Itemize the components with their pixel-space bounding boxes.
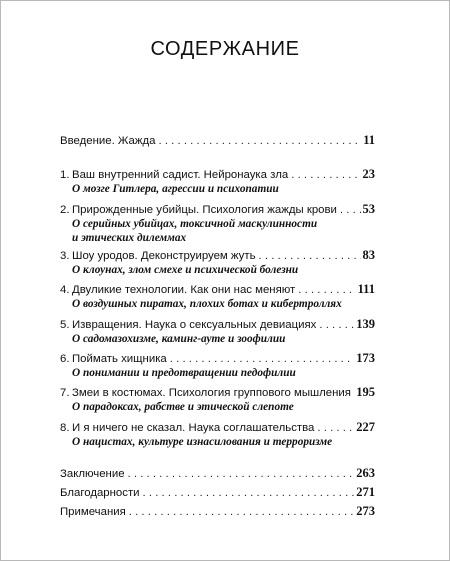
- page-number: 53: [362, 202, 375, 216]
- entry-title: Заключение: [60, 468, 125, 480]
- page-number: 263: [356, 466, 375, 480]
- chapter-number: 5.: [60, 319, 70, 331]
- chapter-number: 3.: [60, 250, 70, 262]
- toc-chapter-6: [60, 351, 375, 380]
- entry-title: Ваш внутренний садист. Нейронаука зла: [72, 169, 289, 181]
- chapter-subtitle: О клоунах, злом смехе и психической болезни: [72, 264, 299, 276]
- toc-end-matter: [60, 466, 375, 519]
- dot-leader: [159, 134, 362, 148]
- page-number: 23: [362, 167, 375, 181]
- entry-title: Примечания: [60, 506, 126, 518]
- dot-leader: [143, 486, 355, 500]
- dot-leader: [291, 168, 360, 182]
- toc-chapter-4: [60, 282, 375, 311]
- dot-leader: [340, 203, 361, 217]
- toc-entry: [60, 504, 375, 519]
- chapter-subtitle: О понимании и предотвращении педофилии: [72, 367, 296, 379]
- dot-leader: [298, 283, 355, 297]
- chapter-subtitle: О воздушных пиратах, плохих ботах и кибертроллях: [72, 298, 342, 310]
- toc-entry: [60, 351, 375, 366]
- toc-chapter-5: [60, 317, 375, 346]
- page-number: 195: [356, 385, 375, 399]
- chapter-subtitle: О мозге Гитлера, агрессии и психопатии: [72, 183, 279, 195]
- entry-title: Введение. Жажда: [60, 135, 156, 147]
- toc-chapter-8: [60, 420, 375, 449]
- toc-chapter-7: [60, 385, 375, 414]
- entry-title: Двуликие технологии. Как они нас меняют: [72, 284, 296, 296]
- entry-title: Змеи в костюмах. Психология группового мышления: [72, 387, 351, 399]
- toc-entry: [60, 466, 375, 481]
- toc-chapter-3: [60, 248, 375, 277]
- toc-entry: [60, 282, 375, 297]
- toc-entry: [60, 167, 375, 182]
- page-number: 273: [356, 504, 375, 518]
- dot-leader: [128, 467, 355, 481]
- toc-entry: [60, 385, 375, 400]
- page-number: 227: [356, 420, 375, 434]
- toc-entry: [60, 248, 375, 263]
- page-number: 11: [363, 133, 375, 147]
- dot-leader: [259, 249, 361, 263]
- toc-entry: [60, 202, 375, 217]
- entry-title: Благодарности: [60, 487, 140, 499]
- chapter-number: 8.: [60, 422, 70, 434]
- dot-leader: [319, 318, 354, 332]
- dot-leader: [170, 352, 354, 366]
- toc-entry: [60, 133, 375, 148]
- chapter-number: 6.: [60, 353, 70, 365]
- chapter-subtitle: и этических дилеммах: [72, 232, 187, 244]
- chapter-subtitle: О садомазохизме, каминг-ауте и зоофилии: [72, 333, 286, 345]
- toc-chapter-1: [60, 167, 375, 196]
- page-number: 139: [356, 317, 375, 331]
- chapter-number: 1.: [60, 169, 70, 181]
- page-number: 83: [362, 248, 375, 262]
- page-number: 173: [356, 351, 375, 365]
- dot-leader: [129, 505, 354, 519]
- toc-entry: [60, 485, 375, 500]
- chapter-number: 4.: [60, 284, 70, 296]
- chapter-subtitle: О серийных убийцах, токсичной маскулинности: [72, 218, 318, 230]
- entry-title: И я ничего не сказал. Наука соглашательства: [72, 422, 315, 434]
- toc-chapter-2: [60, 202, 375, 245]
- chapter-number: 7.: [60, 387, 70, 399]
- page-title: СОДЕРЖАНИЕ: [150, 38, 300, 60]
- entry-title: Поймать хищника: [72, 353, 167, 365]
- page-number: 111: [357, 282, 375, 296]
- toc-intro: [60, 133, 375, 148]
- chapter-subtitle: О парадоксах, рабстве и этической слепоте: [72, 401, 294, 413]
- entry-title: Прирожденные убийцы. Психология жажды крови: [72, 204, 337, 216]
- entry-title: Извращения. Наука о сексуальных девиациях: [72, 319, 317, 331]
- chapter-subtitle: О нацистах, культуре изнасилования и терроризме: [72, 436, 333, 448]
- toc-entry: [60, 317, 375, 332]
- page-number: 271: [356, 485, 375, 499]
- dot-leader: [317, 421, 354, 435]
- toc-entry: [60, 420, 375, 435]
- chapter-number: 2.: [60, 204, 70, 216]
- entry-title: Шоу уродов. Деконструируем жуть: [72, 250, 256, 262]
